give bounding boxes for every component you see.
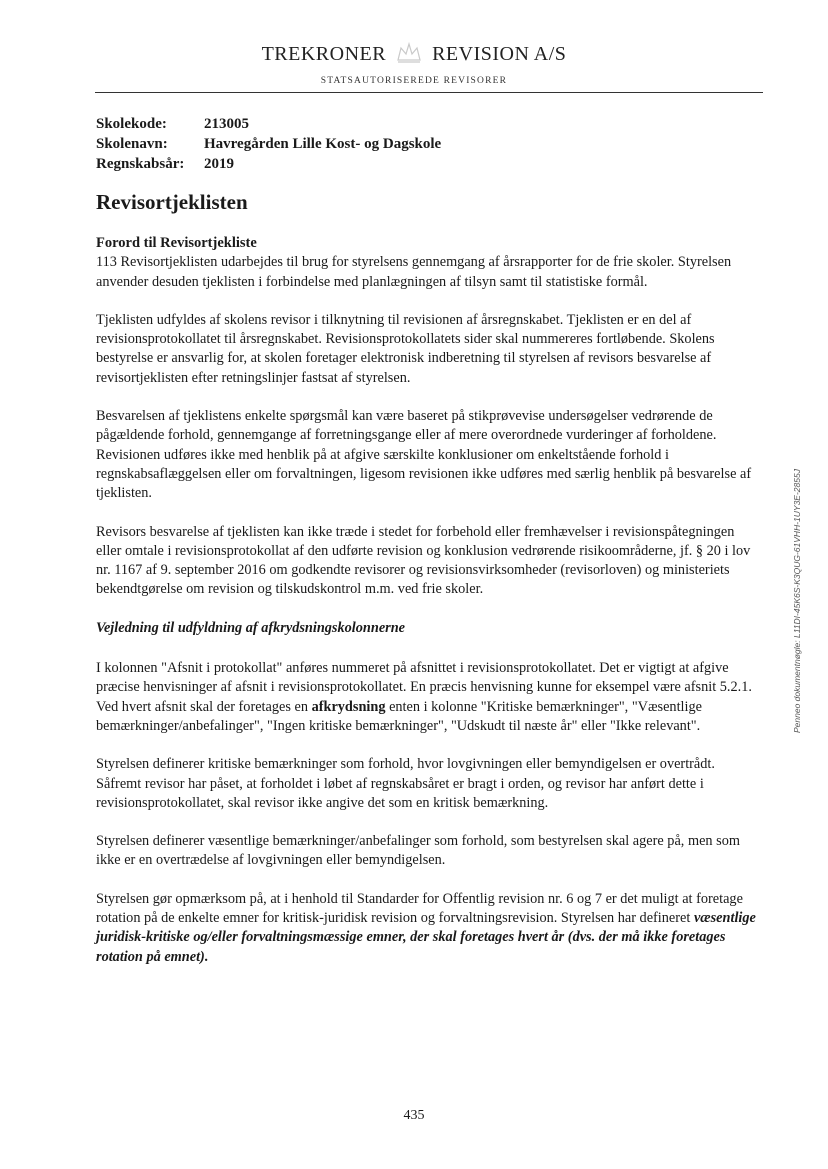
paragraph [96, 659, 756, 736]
company-name-left: TREKRONER [261, 43, 387, 65]
section-heading-italic: Vejledning til udfyldning af afkrydsningskolonnerne [96, 619, 406, 636]
paragraph-text: enten i kolonne "Kritiske bemærkninger", "Væsentlige bemærkninger/anbefalinger", "Ingen kritiske bemærkninger", "Udskudt til næste år" eller "Ikke relevant". [96, 698, 702, 734]
meta-value: Havregården Lille Kost- og Dagskole [204, 136, 442, 152]
paragraph [96, 890, 756, 967]
meta-row [96, 134, 441, 154]
meta-label: Skolekode: [96, 116, 167, 132]
company-name-right: REVISION A/S [432, 43, 567, 65]
company-tagline: STATSAUTORISEREDE REVISORER [320, 76, 508, 86]
meta-label: Skolenavn: [96, 136, 168, 152]
school-meta [96, 114, 441, 174]
paragraph: Besvarelsen af tjeklistens enkelte spørgsmål kan være baseret på stikprøvevise undersøgelser vedrørende de pågældende forhold, gennemgange af forretningsgange eller af mere overordnede vurderinger af forholdene. Revisionen udføres ikke med henblik på at afgive særskilte konklusioner om enkeltstående forhold i regnskabsaflæggelsen eller om forvaltningen, ligesom revisionen ikke udføres med særlig henblik på besvarelse af tjeklisten. [96, 408, 752, 502]
emphasis-bold-italic: væsentlige juridisk-kritiske og/eller forvaltningsmæssige emner, der skal foretages hvert år (dvs. der må ikke foretages rotation på emnet). [96, 910, 756, 965]
meta-label: Regnskabsår: [96, 156, 185, 172]
crown-logo-icon [394, 40, 424, 64]
letterhead [0, 40, 828, 86]
page-title: Revisortjeklisten [96, 190, 248, 214]
paragraph-text: Styrelsen gør opmærksom på, at i henhold til Standarder for Offentlig revision nr. 6 og 7 er det muligt at foretage rotation på de enkelte emner for kritisk-juridisk revision og forvaltningsrevision. Styrelsen har defineret [96, 890, 743, 927]
signature-key-stamp: Penneo dokumentnøgle: L11DI-45K6S-K3QUG-61VHH-1UY3E-2855J [792, 469, 802, 733]
page-number: 435 [403, 1108, 425, 1123]
paragraph: Revisors besvarelse af tjeklisten kan ikke træde i stedet for forbehold eller fremhævelser i revisionspåtegningen eller omtale i revisionsprotokollat af den udførte revision og konklusion vedrørende risikoområderne, jf. § 20 i lov nr. 1167 af 9. september 2016 om godkendte revisorer og revisionsvirksomheder (revisorloven) og ministeriets bekendtgørelse om revision og tilskudskontrol m.m. ved frie skoler. [96, 523, 751, 598]
paragraph-text: I kolonnen "Afsnit i protokollat" anføres nummeret på afsnittet i revisionsprotokollatet. Det er vigtigt at afgive præcise henvisninger af afsnit i revisionsprotokollatet. En præcis henvisning kunne for eksempel være afsnit 5.2.1. Ved hvert afsnit skal der foretages en [96, 660, 752, 715]
paragraph: Styrelsen definerer væsentlige bemærkninger/anbefalinger som forhold, som bestyrelsen skal agere på, men som ikke er en overtrædelse af lovgivningen eller bemyndigelsen. [96, 833, 740, 869]
paragraph: 113 Revisortjeklisten udarbejdes til brug for styrelsens gennemgang af årsrapporter for de frie skoler. Styrelsen anvender desuden tjeklisten i forbindelse med planlægningen af tilsyn samt til statistiske formål. [96, 254, 732, 290]
meta-value: 2019 [204, 156, 234, 172]
paragraph: Styrelsen definerer kritiske bemærkninger som forhold, hvor lovgivningen eller bemyndigelsen er overtrådt. Såfremt revisor har påset, at forholdet i løbet af regnskabsåret er bragt i orden, og revisor har anført dette i revisionsprotokollatet, skal revisor ikke angive det som en kritisk bemærkning. [96, 756, 715, 811]
meta-row [96, 154, 441, 174]
meta-row [96, 114, 441, 134]
paragraph: Tjeklisten udfyldes af skolens revisor i tilknytning til revisionen af årsregnskabet. Tjeklisten er en del af revisionsprotokollatet til årsregnskabet. Revisionsprotokollatets sider skal nummereres fortløbende. Skolens bestyrelse er ansvarlig for, at skolen foretager elektronisk indberetning til styrelsen af revisors besvarelse af revisortjeklisten efter retningslinjer fastsat af styrelsen. [96, 311, 715, 386]
document-body [96, 234, 756, 986]
section-heading: Forord til Revisortjekliste [96, 235, 257, 251]
header-divider [95, 92, 763, 93]
emphasis-bold: afkrydsning [311, 698, 386, 715]
meta-value: 213005 [204, 116, 249, 132]
company-name [0, 40, 828, 66]
